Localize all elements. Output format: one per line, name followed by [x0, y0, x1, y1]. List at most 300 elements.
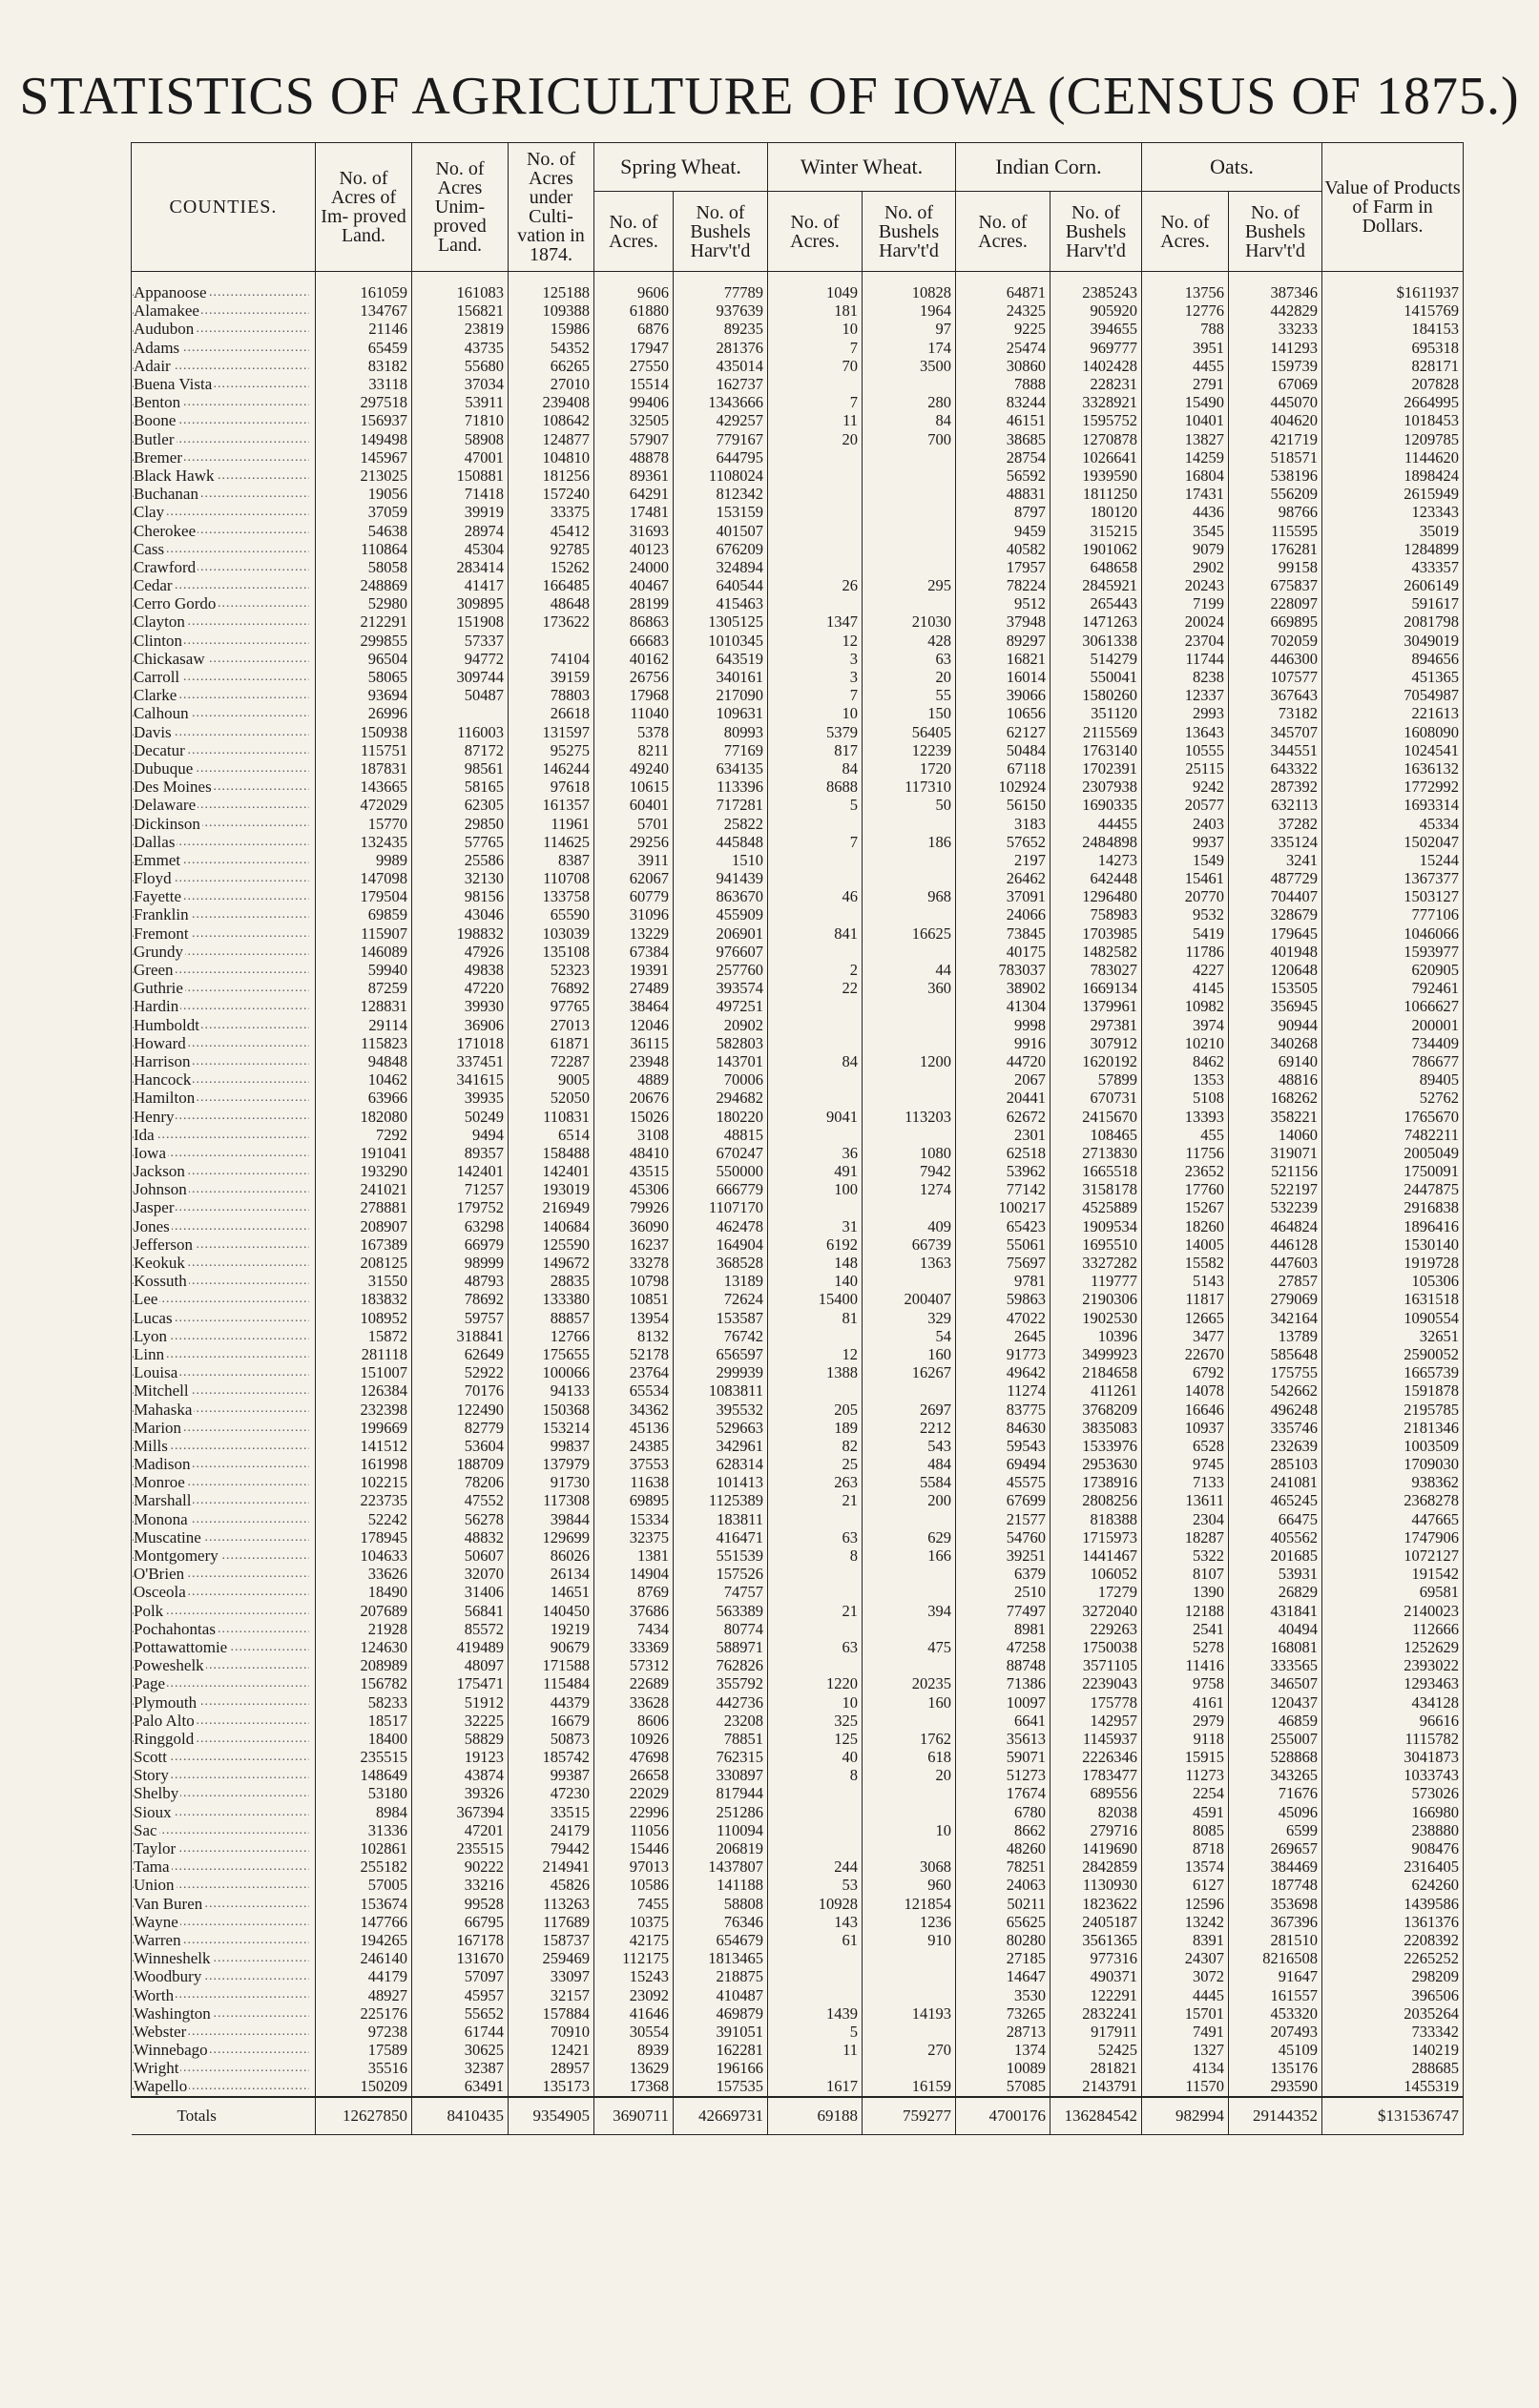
cell-spring-wheat-acres: 40467	[594, 576, 674, 594]
cell-unimproved-acres: 29850	[412, 814, 509, 832]
cell-spring-wheat-bushels: 324894	[674, 558, 768, 576]
cell-spring-wheat-acres: 29256	[594, 833, 674, 851]
cell-corn-bushels: 14273	[1050, 851, 1142, 869]
cell-corn-bushels: 4525889	[1050, 1198, 1142, 1216]
cell-spring-wheat-acres: 23764	[594, 1363, 674, 1381]
cell-oats-bushels: 279069	[1229, 1290, 1322, 1308]
cell-spring-wheat-bushels: 78851	[674, 1730, 768, 1748]
table-row	[132, 1967, 1464, 1985]
cell-oats-acres: 1549	[1142, 851, 1229, 869]
cell-winter-wheat-bushels: 55	[863, 686, 956, 704]
county-name: Palo Alto	[134, 1711, 195, 1730]
cell-corn-bushels: 1620192	[1050, 1052, 1142, 1070]
cell-spring-wheat-acres: 40123	[594, 540, 674, 558]
cell-winter-wheat-acres: 8	[768, 1766, 863, 1784]
cell-farm-value: 1033743	[1322, 1766, 1464, 1784]
cell-oats-bushels: 161557	[1229, 1985, 1322, 2003]
cell-oats-acres: 18260	[1142, 1217, 1229, 1235]
table-row	[132, 283, 1464, 301]
cell-spring-wheat-bushels: 588971	[674, 1638, 768, 1656]
county-name: Mitchell	[134, 1381, 189, 1401]
cell-farm-value: 3041873	[1322, 1748, 1464, 1766]
table-row	[132, 1602, 1464, 1620]
table-row	[132, 485, 1464, 503]
cell-cultivation-acres: 117689	[509, 1913, 594, 1931]
county-name: Osceola	[134, 1583, 186, 1602]
cell-corn-acres: 59863	[956, 1290, 1050, 1308]
cell-winter-wheat-bushels: 295	[863, 576, 956, 594]
cell-county	[132, 1803, 316, 1821]
cell-spring-wheat-bushels: 162281	[674, 2041, 768, 2059]
cell-improved-acres: 150938	[316, 723, 412, 741]
cell-improved-acres: 128831	[316, 997, 412, 1015]
cell-cultivation-acres: 140684	[509, 1217, 594, 1235]
cell-improved-acres: 115907	[316, 924, 412, 943]
cell-county	[132, 1674, 316, 1692]
cell-corn-bushels: 57899	[1050, 1070, 1142, 1089]
cell-farm-value: 695318	[1322, 339, 1464, 357]
cell-county	[132, 411, 316, 429]
cell-winter-wheat-bushels: 16267	[863, 1363, 956, 1381]
county-name: Cerro Gordo	[134, 594, 217, 613]
cell-spring-wheat-bushels: 157535	[674, 2077, 768, 2096]
total-winter-wheat-acres: 69188	[768, 2097, 863, 2135]
cell-corn-bushels: 1901062	[1050, 540, 1142, 558]
county-name: Cedar	[134, 576, 173, 595]
cell-winter-wheat-acres	[768, 2059, 863, 2077]
cell-oats-acres: 7199	[1142, 594, 1229, 612]
cell-winter-wheat-bushels	[863, 1034, 956, 1052]
cell-cultivation-acres: 149672	[509, 1254, 594, 1272]
cell-improved-acres: 15770	[316, 814, 412, 832]
cell-corn-bushels: 2239043	[1050, 1674, 1142, 1692]
cell-unimproved-acres: 367394	[412, 1803, 509, 1821]
cell-improved-acres: 87259	[316, 979, 412, 997]
cell-oats-bushels: 27857	[1229, 1272, 1322, 1290]
cell-spring-wheat-acres: 11638	[594, 1473, 674, 1491]
cell-corn-acres: 1374	[956, 2041, 1050, 2059]
cell-winter-wheat-bushels: 10	[863, 1821, 956, 1839]
cell-oats-bushels: 46859	[1229, 1712, 1322, 1730]
cell-cultivation-acres: 131597	[509, 723, 594, 741]
cell-farm-value: 1024541	[1322, 741, 1464, 759]
cell-farm-value: 2447875	[1322, 1180, 1464, 1198]
county-name: Louisa	[134, 1363, 178, 1382]
cell-improved-acres: 94848	[316, 1052, 412, 1070]
cell-cultivation-acres: 95275	[509, 741, 594, 759]
cell-county	[132, 430, 316, 448]
cell-winter-wheat-acres: 325	[768, 1712, 863, 1730]
cell-corn-bushels: 2143791	[1050, 2077, 1142, 2096]
county-name: Mills	[134, 1436, 168, 1455]
table-row	[132, 1674, 1464, 1692]
cell-oats-acres: 13756	[1142, 283, 1229, 301]
cell-county	[132, 393, 316, 411]
cell-corn-bushels: 1715973	[1050, 1528, 1142, 1547]
cell-county	[132, 905, 316, 924]
cell-oats-acres: 3951	[1142, 339, 1229, 357]
county-name: Clarke	[134, 686, 177, 705]
cell-improved-acres: 194265	[316, 1931, 412, 1949]
cell-corn-bushels: 818388	[1050, 1510, 1142, 1528]
cell-corn-bushels: 670731	[1050, 1089, 1142, 1107]
cell-improved-acres: 115751	[316, 741, 412, 759]
cell-farm-value: 1072127	[1322, 1547, 1464, 1565]
cell-unimproved-acres: 43046	[412, 905, 509, 924]
cell-spring-wheat-bushels: 281376	[674, 339, 768, 357]
table-row	[132, 741, 1464, 759]
cell-corn-bushels: 1379961	[1050, 997, 1142, 1015]
cell-county	[132, 1144, 316, 1162]
cell-spring-wheat-bushels: 141188	[674, 1876, 768, 1894]
cell-improved-acres: 132435	[316, 833, 412, 851]
cell-farm-value: 45334	[1322, 814, 1464, 832]
cell-cultivation-acres: 24179	[509, 1821, 594, 1839]
county-name: Green	[134, 961, 174, 980]
cell-improved-acres: 29114	[316, 1016, 412, 1034]
cell-spring-wheat-bushels: 640544	[674, 576, 768, 594]
cell-oats-acres: 4445	[1142, 1985, 1229, 2003]
table-row	[132, 1858, 1464, 1876]
cell-county	[132, 1985, 316, 2003]
cell-farm-value: 2664995	[1322, 393, 1464, 411]
cell-corn-bushels: 3061338	[1050, 632, 1142, 650]
cell-winter-wheat-bushels: 484	[863, 1455, 956, 1473]
cell-county	[132, 1107, 316, 1125]
cell-winter-wheat-acres: 3	[768, 668, 863, 686]
cell-improved-acres: 156937	[316, 411, 412, 429]
cell-cultivation-acres: 12421	[509, 2041, 594, 2059]
cell-improved-acres: 183832	[316, 1290, 412, 1308]
cell-farm-value: 35019	[1322, 521, 1464, 539]
county-name: Jasper	[134, 1198, 175, 1217]
cell-spring-wheat-acres: 45306	[594, 1180, 674, 1198]
cell-corn-bushels: 2484898	[1050, 833, 1142, 851]
cell-spring-wheat-bushels: 70006	[674, 1070, 768, 1089]
cell-unimproved-acres: 235515	[412, 1839, 509, 1858]
cell-cultivation-acres: 140450	[509, 1602, 594, 1620]
table-row	[132, 1766, 1464, 1784]
cell-cultivation-acres: 65590	[509, 905, 594, 924]
cell-winter-wheat-acres: 7	[768, 833, 863, 851]
cell-corn-acres: 102924	[956, 778, 1050, 796]
cell-county	[132, 1821, 316, 1839]
cell-oats-bushels: 319071	[1229, 1144, 1322, 1162]
cell-oats-acres: 2403	[1142, 814, 1229, 832]
cell-winter-wheat-bushels: 3068	[863, 1858, 956, 1876]
cell-oats-acres: 12596	[1142, 1895, 1229, 1913]
cell-winter-wheat-bushels: 20	[863, 1766, 956, 1784]
cell-spring-wheat-bushels: 80993	[674, 723, 768, 741]
cell-cultivation-acres: 146244	[509, 759, 594, 778]
table-row	[132, 1784, 1464, 1802]
county-name: Winneshelk	[134, 1949, 211, 1968]
cell-oats-bushels: 556209	[1229, 485, 1322, 503]
table-row	[132, 2041, 1464, 2059]
cell-spring-wheat-acres: 12046	[594, 1016, 674, 1034]
cell-improved-acres: 115823	[316, 1034, 412, 1052]
cultivation-header: No. of Acres under Culti- vation in 1874.	[509, 143, 594, 272]
cell-spring-wheat-bushels: 1108024	[674, 467, 768, 485]
cell-spring-wheat-acres: 11040	[594, 704, 674, 722]
cell-winter-wheat-acres: 1617	[768, 2077, 863, 2096]
cell-oats-bushels: 90944	[1229, 1016, 1322, 1034]
cell-farm-value: 7054987	[1322, 686, 1464, 704]
cell-farm-value: 2393022	[1322, 1656, 1464, 1674]
cell-cultivation-acres: 66265	[509, 357, 594, 375]
cell-county	[132, 723, 316, 741]
cell-unimproved-acres: 45957	[412, 1985, 509, 2003]
cell-corn-bushels: 2190306	[1050, 1290, 1142, 1308]
cell-winter-wheat-bushels	[863, 1583, 956, 1601]
cell-winter-wheat-bushels: 56405	[863, 723, 956, 741]
cell-oats-bushels: 328679	[1229, 905, 1322, 924]
cell-unimproved-acres: 188709	[412, 1455, 509, 1473]
cell-winter-wheat-acres	[768, 1985, 863, 2003]
cell-oats-acres: 13827	[1142, 430, 1229, 448]
county-name: Buchanan	[134, 485, 198, 504]
cell-spring-wheat-bushels: 299939	[674, 1363, 768, 1381]
cell-unimproved-acres: 85572	[412, 1620, 509, 1638]
cell-farm-value: 69581	[1322, 1583, 1464, 1601]
cell-corn-bushels: 783027	[1050, 961, 1142, 979]
cell-oats-bushels: 98766	[1229, 503, 1322, 521]
cell-corn-acres: 65423	[956, 1217, 1050, 1235]
cell-farm-value: 792461	[1322, 979, 1464, 997]
cell-farm-value: 15244	[1322, 851, 1464, 869]
oats-header: Oats.	[1142, 143, 1322, 192]
county-name: Bremer	[134, 447, 182, 467]
cell-corn-acres: 16014	[956, 668, 1050, 686]
cell-oats-acres: 22670	[1142, 1345, 1229, 1363]
cell-farm-value: 1361376	[1322, 1913, 1464, 1931]
cell-unimproved-acres: 63298	[412, 1217, 509, 1235]
cell-farm-value: 1608090	[1322, 723, 1464, 741]
cell-improved-acres: 147766	[316, 1913, 412, 1931]
table-row	[132, 375, 1464, 393]
cell-corn-acres: 50211	[956, 1895, 1050, 1913]
cell-cultivation-acres: 157884	[509, 2004, 594, 2023]
cell-winter-wheat-bushels: 960	[863, 1876, 956, 1894]
cell-corn-bushels: 122291	[1050, 1985, 1142, 2003]
cell-oats-bushels: 293590	[1229, 2077, 1322, 2096]
cell-improved-acres: 93694	[316, 686, 412, 704]
cell-winter-wheat-acres	[768, 540, 863, 558]
cell-oats-acres: 13574	[1142, 1858, 1229, 1876]
cell-farm-value: 1252629	[1322, 1638, 1464, 1656]
cell-unimproved-acres: 39326	[412, 1784, 509, 1802]
cell-spring-wheat-acres: 15514	[594, 375, 674, 393]
cell-oats-acres: 9118	[1142, 1730, 1229, 1748]
cell-cultivation-acres: 74104	[509, 650, 594, 668]
cell-winter-wheat-acres: 10	[768, 320, 863, 338]
cell-winter-wheat-bushels	[863, 1070, 956, 1089]
cell-farm-value: 2005049	[1322, 1144, 1464, 1162]
cell-unimproved-acres: 283414	[412, 558, 509, 576]
cell-farm-value: 1503127	[1322, 887, 1464, 905]
cell-county	[132, 540, 316, 558]
cell-spring-wheat-acres: 41646	[594, 2004, 674, 2023]
county-name: Shelby	[134, 1784, 179, 1803]
cell-corn-acres: 35613	[956, 1730, 1050, 1748]
cell-county	[132, 1913, 316, 1931]
cell-corn-acres: 50484	[956, 741, 1050, 759]
cell-improved-acres: 232398	[316, 1400, 412, 1418]
cell-spring-wheat-acres: 86863	[594, 612, 674, 631]
agriculture-stats-table	[131, 142, 1464, 2135]
cell-corn-bushels: 108465	[1050, 1126, 1142, 1144]
cell-cultivation-acres: 110708	[509, 869, 594, 887]
total-unimproved-acres: 8410435	[412, 2097, 509, 2135]
cell-improved-acres: 21146	[316, 320, 412, 338]
county-name: Keokuk	[134, 1254, 185, 1273]
table-row	[132, 1162, 1464, 1180]
cell-winter-wheat-acres: 12	[768, 632, 863, 650]
county-name: Wright	[134, 2059, 179, 2078]
cell-corn-acres: 37091	[956, 887, 1050, 905]
cell-farm-value: 786677	[1322, 1052, 1464, 1070]
county-name: Johnson	[134, 1180, 187, 1199]
cell-county	[132, 1656, 316, 1674]
cell-winter-wheat-bushels: 1762	[863, 1730, 956, 1748]
cell-cultivation-acres: 117308	[509, 1491, 594, 1509]
cell-spring-wheat-acres: 47698	[594, 1748, 674, 1766]
total-corn-bushels: 136284542	[1050, 2097, 1142, 2135]
cell-corn-bushels: 1130930	[1050, 1876, 1142, 1894]
cell-corn-acres: 6780	[956, 1803, 1050, 1821]
cell-farm-value: 1772992	[1322, 778, 1464, 796]
cell-corn-bushels: 394655	[1050, 320, 1142, 338]
cell-oats-bushels: 442829	[1229, 301, 1322, 320]
cell-corn-bushels: 1441467	[1050, 1547, 1142, 1565]
cell-corn-acres: 80280	[956, 1931, 1050, 1949]
cell-oats-bushels: 518571	[1229, 448, 1322, 467]
cell-winter-wheat-acres: 189	[768, 1419, 863, 1437]
county-name: Wapello	[134, 2077, 188, 2096]
cell-oats-bushels: 356945	[1229, 997, 1322, 1015]
cell-cultivation-acres: 216949	[509, 1198, 594, 1216]
cell-farm-value: 451365	[1322, 668, 1464, 686]
cell-cultivation-acres: 175655	[509, 1345, 594, 1363]
cell-spring-wheat-acres: 11056	[594, 1821, 674, 1839]
cell-unimproved-acres: 39919	[412, 503, 509, 521]
cell-improved-acres: 31550	[316, 1272, 412, 1290]
cell-winter-wheat-bushels: 1363	[863, 1254, 956, 1272]
cell-corn-bushels: 3768209	[1050, 1400, 1142, 1418]
cell-corn-bushels: 2808256	[1050, 1491, 1142, 1509]
cell-winter-wheat-acres: 140	[768, 1272, 863, 1290]
cell-winter-wheat-acres	[768, 1126, 863, 1144]
cell-corn-bushels: 2832241	[1050, 2004, 1142, 2023]
cell-corn-acres: 24325	[956, 301, 1050, 320]
cell-cultivation-acres: 158488	[509, 1144, 594, 1162]
cell-spring-wheat-bushels: 644795	[674, 448, 768, 467]
cell-corn-bushels: 1690335	[1050, 796, 1142, 814]
cell-winter-wheat-bushels	[863, 1272, 956, 1290]
cell-cultivation-acres: 72287	[509, 1052, 594, 1070]
table-row	[132, 1491, 1464, 1509]
county-name: Scott	[134, 1748, 167, 1767]
county-name: Wayne	[134, 1912, 178, 1931]
table-row	[132, 448, 1464, 467]
cell-spring-wheat-bushels: 1305125	[674, 612, 768, 631]
cell-farm-value: $1611937	[1322, 283, 1464, 301]
cell-corn-acres: 64871	[956, 283, 1050, 301]
table-row	[132, 1565, 1464, 1583]
cell-winter-wheat-bushels: 21030	[863, 612, 956, 631]
table-row	[132, 1126, 1464, 1144]
cell-unimproved-acres: 98999	[412, 1254, 509, 1272]
cell-improved-acres: 193290	[316, 1162, 412, 1180]
winter-wheat-header: Winter Wheat.	[768, 143, 956, 192]
cell-county	[132, 1254, 316, 1272]
table-row	[132, 540, 1464, 558]
cell-unimproved-acres: 142401	[412, 1162, 509, 1180]
cell-county	[132, 1235, 316, 1254]
cell-winter-wheat-bushels: 20235	[863, 1674, 956, 1692]
cell-county	[132, 1126, 316, 1144]
cell-unimproved-acres: 25586	[412, 851, 509, 869]
cell-spring-wheat-acres: 3108	[594, 1126, 674, 1144]
cell-unimproved-acres: 198832	[412, 924, 509, 943]
cell-corn-acres: 9916	[956, 1034, 1050, 1052]
cell-oats-acres: 12337	[1142, 686, 1229, 704]
cell-county	[132, 467, 316, 485]
cell-improved-acres: 223735	[316, 1491, 412, 1509]
cell-winter-wheat-acres: 10	[768, 704, 863, 722]
cell-farm-value: 112666	[1322, 1620, 1464, 1638]
cell-winter-wheat-acres	[768, 869, 863, 887]
cell-corn-acres: 89297	[956, 632, 1050, 650]
cell-unimproved-acres: 122490	[412, 1400, 509, 1418]
cell-corn-bushels: 1419690	[1050, 1839, 1142, 1858]
cell-improved-acres: 19056	[316, 485, 412, 503]
cell-winter-wheat-bushels	[863, 1016, 956, 1034]
cell-oats-acres: 15701	[1142, 2004, 1229, 2023]
cell-corn-bushels: 905920	[1050, 301, 1142, 320]
cell-winter-wheat-acres	[768, 814, 863, 832]
total-winter-wheat-bushels: 759277	[863, 2097, 956, 2135]
cell-winter-wheat-acres	[768, 1381, 863, 1400]
cell-unimproved-acres: 156821	[412, 301, 509, 320]
cell-winter-wheat-acres	[768, 558, 863, 576]
cell-winter-wheat-acres	[768, 997, 863, 1015]
cell-winter-wheat-acres: 40	[768, 1748, 863, 1766]
cell-corn-acres: 39251	[956, 1547, 1050, 1565]
cell-spring-wheat-bushels: 654679	[674, 1931, 768, 1949]
cell-corn-acres: 78224	[956, 576, 1050, 594]
cell-cultivation-acres: 99837	[509, 1437, 594, 1455]
cell-cultivation-acres: 44379	[509, 1692, 594, 1711]
cell-farm-value: 1066627	[1322, 997, 1464, 1015]
cell-farm-value: 1046066	[1322, 924, 1464, 943]
table-row	[132, 1235, 1464, 1254]
cell-winter-wheat-bushels: 409	[863, 1217, 956, 1235]
cell-corn-bushels: 44455	[1050, 814, 1142, 832]
cell-corn-bushels: 279716	[1050, 1821, 1142, 1839]
cell-oats-acres: 16804	[1142, 467, 1229, 485]
cell-county	[132, 632, 316, 650]
cell-farm-value: 908476	[1322, 1839, 1464, 1858]
cell-county	[132, 1784, 316, 1802]
cell-spring-wheat-bushels: 563389	[674, 1602, 768, 1620]
cell-winter-wheat-acres: 125	[768, 1730, 863, 1748]
county-name: Grundy	[134, 942, 183, 961]
cell-spring-wheat-bushels: 180220	[674, 1107, 768, 1125]
cell-winter-wheat-bushels: 63	[863, 650, 956, 668]
cell-winter-wheat-bushels: 66739	[863, 1235, 956, 1254]
cell-cultivation-acres: 92785	[509, 540, 594, 558]
